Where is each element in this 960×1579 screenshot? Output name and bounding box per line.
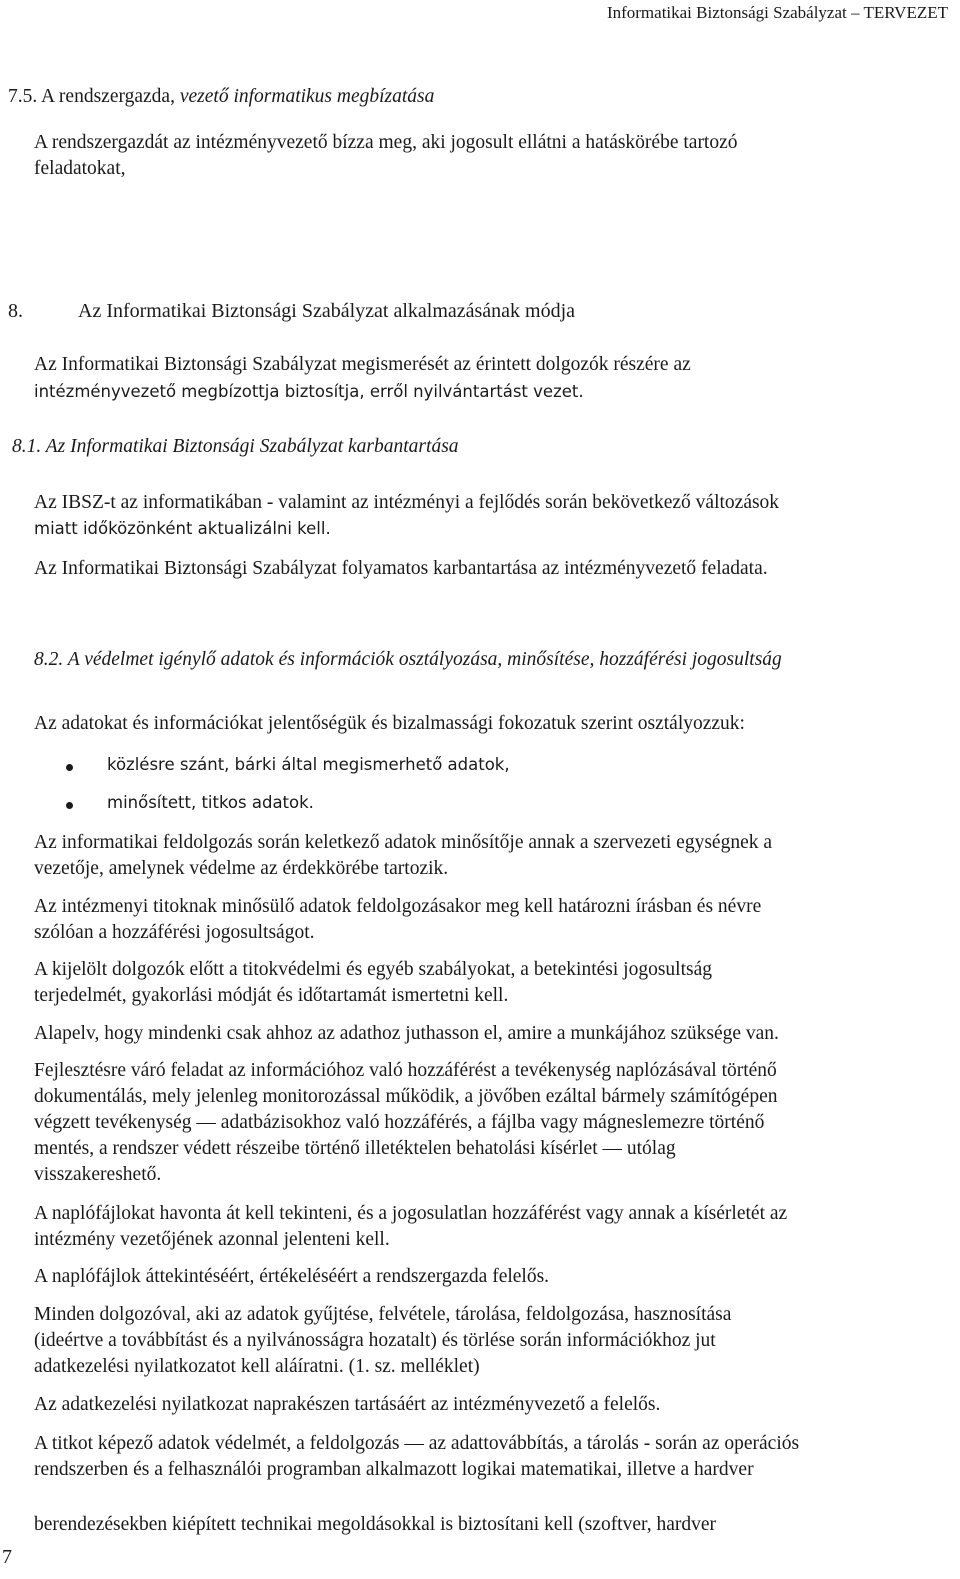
running-header: Informatikai Biztonsági Szabályzat – TERVEZET — [606, 3, 948, 22]
paragraph-line: Minden dolgozóval, aki az adatok gyűjtése, felvétele, tárolása, feldolgozása, hasznosítása — [34, 1304, 732, 1325]
bullet-icon — [66, 764, 73, 771]
section-8-2-title: 8.2. A védelmet igénylő adatok és információk osztályozása, minősítése, hozzáférési jogosultság — [34, 649, 782, 670]
paragraph-line: A naplófájlokat havonta át kell tekinteni, és a jogosulatlan hozzáférést vagy annak a kísérletét az — [34, 1203, 788, 1224]
paragraph-line: vezetője, amelynek védelme az érdekkörébe tartozik. — [34, 858, 449, 879]
section-8-number: 8. — [8, 300, 23, 322]
section-7-5-heading — [8, 86, 434, 108]
section-8-paragraph-line: intézményvezető megbízottja biztosítja, erről nyilvántartást vezet. — [34, 382, 584, 401]
paragraph-line: Az informatikai feldolgozás során keletkező adatok minősítője annak a szervezeti egységnek a — [34, 832, 773, 853]
paragraph-line: dokumentálás, mely jelenleg monitorozással működik, a jövőben ezáltal bármely számítógépen — [34, 1086, 778, 1107]
paragraph-line: rendszerben és a felhasználói programban alkalmazott logikai matematikai, illetve a hardver — [34, 1459, 754, 1480]
section-8-2-intro: Az adatokat és információkat jelentőségük és bizalmassági fokozatuk szerint osztályozzuk: — [34, 713, 745, 734]
paragraph-line: mentés, a rendszer védett részeibe történő illetéktelen behatolási kísérlet — utólag — [34, 1138, 676, 1159]
paragraph-line: Az adatkezelési nyilatkozat naprakészen tartásáért az intézményvezető a felelős. — [34, 1394, 661, 1415]
page-number: 7 — [2, 1546, 12, 1568]
paragraph-line: A naplófájlok áttekintéséért, értékeléséért a rendszergazda felelős. — [34, 1266, 550, 1287]
paragraph-line: intézmény vezetőjének azonnal jelenteni kell. — [34, 1229, 390, 1250]
section-8-1-paragraph-line: Az IBSZ-t az informatikában - valamint az intézményi a fejlődés során bekövetkező változások — [34, 492, 780, 513]
section-7-5-number: 7.5. A rendszergazda, — [8, 86, 180, 107]
paragraph-line: szólóan a hozzáférési jogosultságot. — [34, 922, 315, 943]
paragraph-line: berendezésekben kiépített technikai megoldásokkal is biztosítani kell (szoftver, hardver — [34, 1514, 717, 1535]
paragraph-line: Fejlesztésre váró feladat az információhoz való hozzáférést a tevékenység naplózásával történő — [34, 1060, 777, 1081]
section-8-paragraph-line: Az Informatikai Biztonsági Szabályzat megismerését az érintett dolgozók részére az — [34, 354, 691, 375]
section-7-5-paragraph-line: feladatokat, — [34, 158, 126, 179]
paragraph-line: A kijelölt dolgozók előtt a titokvédelmi és egyéb szabályokat, a betekintési jogosultság — [34, 959, 713, 980]
section-7-5-paragraph-line: A rendszergazdát az intézményvezető bízza meg, aki jogosult ellátni a hatáskörébe tartozó — [34, 132, 738, 153]
paragraph-line: terjedelmét, gyakorlási módját és időtartamát ismertetni kell. — [34, 985, 509, 1006]
paragraph-line: (ideértve a továbbítást és a nyilvánosságra hozatalt) és törlése során információkhoz jut — [34, 1330, 716, 1351]
paragraph-line: visszakereshető. — [34, 1164, 162, 1185]
section-8-1-title: 8.1. Az Informatikai Biztonsági Szabályzat karbantartása — [12, 436, 459, 457]
section-8-title: Az Informatikai Biztonsági Szabályzat alkalmazásának módja — [78, 300, 576, 322]
paragraph-line: adatkezelési nyilatkozatot kell aláíratni. (1. sz. melléklet) — [34, 1356, 480, 1377]
paragraph-line: Alapelv, hogy mindenki csak ahhoz az adathoz juthasson el, amire a munkájához szüksége van. — [34, 1023, 779, 1044]
bullet-icon — [66, 802, 73, 809]
list-item: minősített, titkos adatok. — [107, 793, 314, 812]
section-8-1-paragraph-line: Az Informatikai Biztonsági Szabályzat folyamatos karbantartása az intézményvezető feladata. — [34, 558, 768, 579]
paragraph-line: végzett tevékenység — adatbázisokhoz való hozzáférés, a fájlba vagy mágneslemezre történő — [34, 1112, 765, 1133]
paragraph-line: Az intézmenyi titoknak minősülő adatok feldolgozásakor meg kell határozni írásban és névre — [34, 896, 762, 917]
list-item: közlésre szánt, bárki által megismerhető adatok, — [107, 755, 510, 774]
paragraph-line: A titkot képező adatok védelmét, a feldolgozás — az adattovábbítás, a tárolás - során az operációs — [34, 1433, 800, 1454]
section-7-5-title: vezető informatikus megbízatása — [179, 86, 435, 107]
section-8-1-paragraph-line: miatt időközönként aktualizálni kell. — [34, 519, 331, 538]
